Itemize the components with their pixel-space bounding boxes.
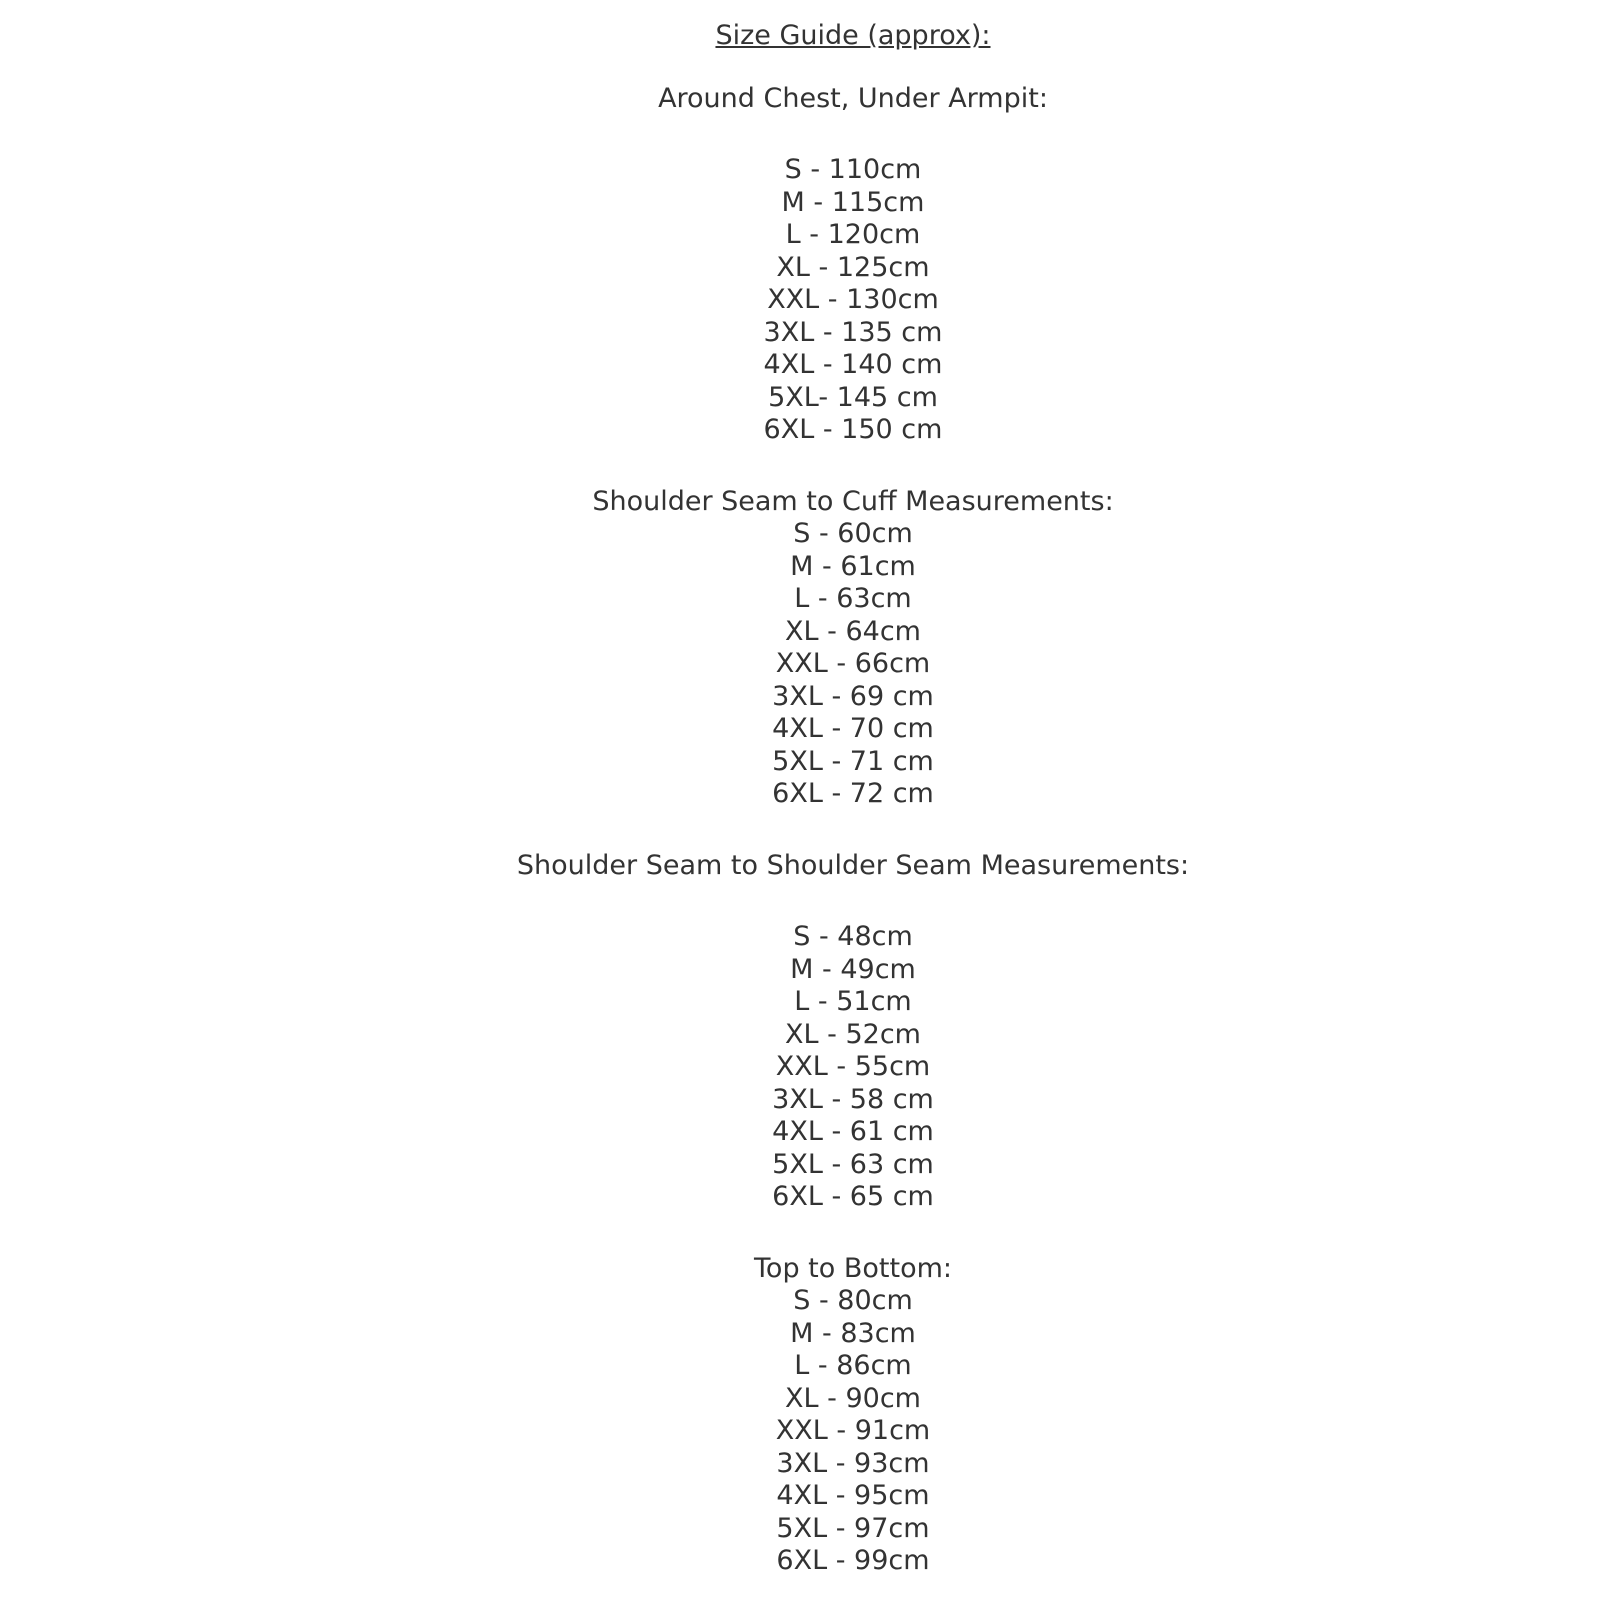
size-row: L - 51cm: [794, 986, 912, 1017]
size-row: M - 49cm: [790, 953, 916, 985]
size-row: 4XL - 61 cm: [772, 1116, 934, 1147]
size-row: 6XL - 65 cm: [772, 1181, 934, 1212]
size-row: XL - 125cm: [776, 251, 930, 283]
size-row: 3XL - 69 cm: [772, 680, 934, 712]
size-row: M - 115cm: [781, 186, 925, 218]
section-heading-shoulder: Shoulder Seam to Shoulder Seam Measurements:: [516, 849, 1190, 881]
size-row: 6XL - 99cm: [776, 1545, 930, 1576]
section-heading-cuff: Shoulder Seam to Cuff Measurements:: [592, 485, 1114, 517]
size-row: 3XL - 135 cm: [763, 316, 943, 348]
size-row: 5XL - 71 cm: [772, 745, 934, 777]
size-row: 4XL - 70 cm: [772, 713, 934, 744]
size-row: 3XL - 93cm: [776, 1447, 930, 1479]
size-row: L - 120cm: [785, 219, 921, 250]
section-heading-chest: Around Chest, Under Armpit:: [658, 82, 1048, 114]
size-row: S - 60cm: [793, 518, 913, 549]
size-row: 6XL - 72 cm: [772, 778, 934, 809]
size-row: S - 110cm: [784, 154, 922, 185]
page-title: Size Guide (approx):: [715, 20, 991, 51]
size-row: 4XL - 140 cm: [763, 349, 943, 380]
size-row: M - 61cm: [790, 550, 916, 582]
size-row: 3XL - 58 cm: [772, 1083, 934, 1115]
size-row: XXL - 66cm: [775, 648, 931, 679]
size-row: S - 48cm: [793, 921, 913, 952]
size-row: L - 86cm: [794, 1350, 912, 1381]
size-row: L - 63cm: [794, 583, 912, 614]
section-heading-top-to-bottom: Top to Bottom:: [754, 1252, 952, 1284]
size-row: XXL - 55cm: [775, 1051, 931, 1082]
size-row: 5XL - 97cm: [776, 1512, 930, 1544]
size-row: 4XL - 95cm: [776, 1480, 930, 1511]
size-row: 5XL- 145 cm: [768, 381, 938, 413]
size-row: 5XL - 63 cm: [772, 1148, 934, 1180]
size-row: XL - 52cm: [785, 1018, 921, 1050]
size-row: S - 80cm: [793, 1285, 913, 1316]
size-row: XXL - 130cm: [767, 284, 939, 315]
size-row: XL - 64cm: [785, 615, 921, 647]
size-row: XL - 90cm: [785, 1382, 921, 1414]
size-row: M - 83cm: [790, 1317, 916, 1349]
size-row: XXL - 91cm: [775, 1415, 931, 1446]
size-row: 6XL - 150 cm: [763, 414, 943, 445]
